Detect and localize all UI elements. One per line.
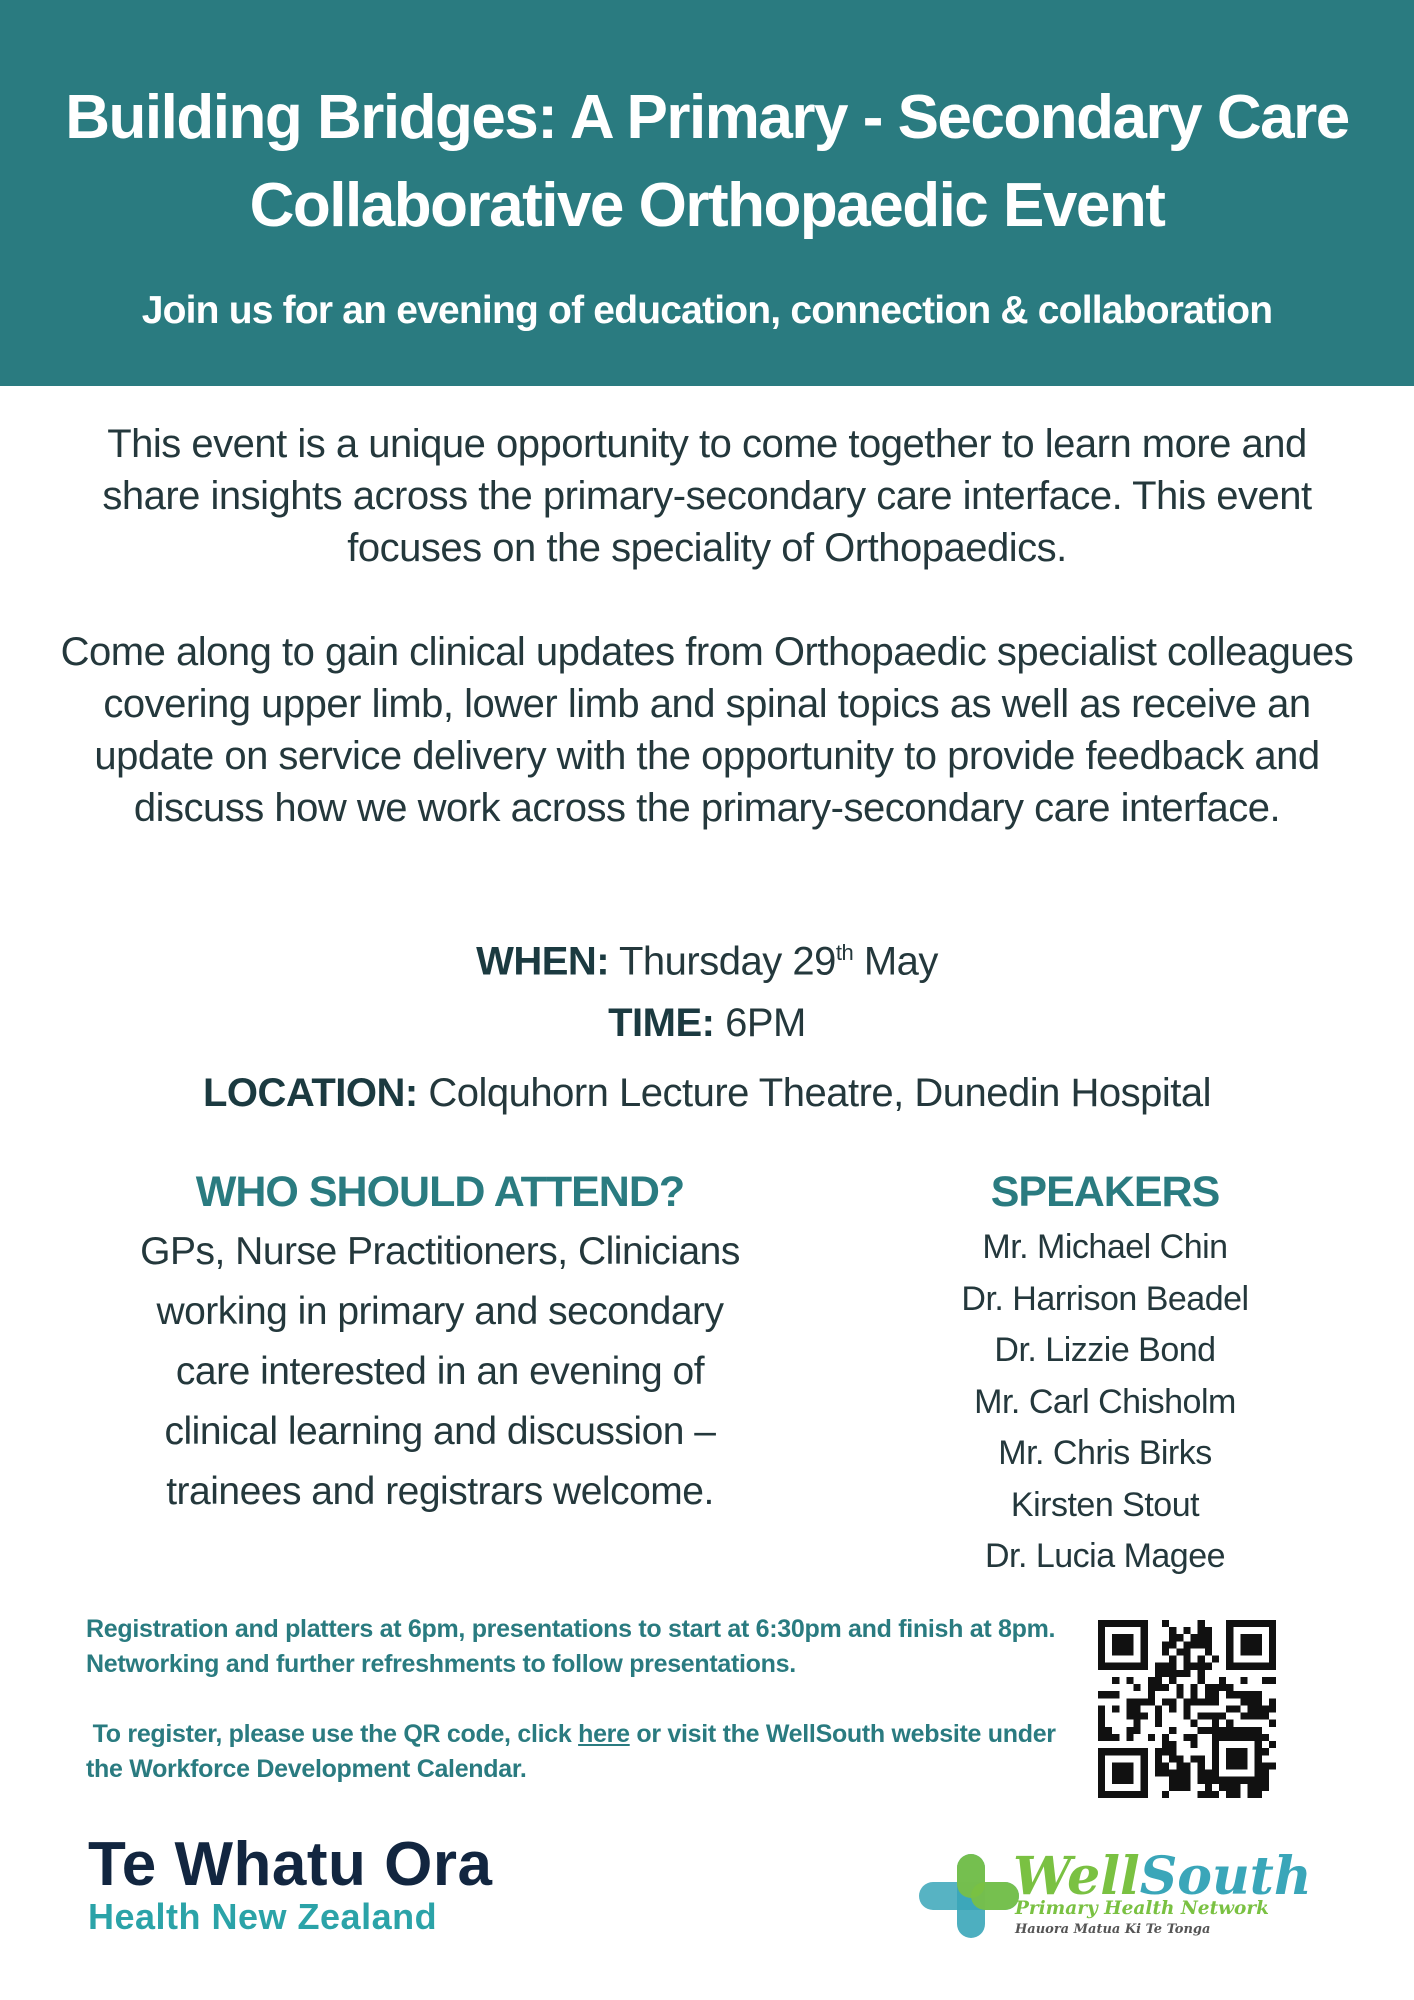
speaker-item: Dr. Harrison Beadel xyxy=(961,1279,1249,1318)
speaker-item: Dr. Lucia Magee xyxy=(984,1537,1226,1575)
qr-code-icon[interactable] xyxy=(1098,1620,1276,1798)
attend-body: GPs, Nurse Practitioners, Clinicians working in primary and secondary care interested in an evening of clinical learning and discussion – trainees and registrars welcome. xyxy=(140,1230,740,1513)
wellsouth-tagline: Primary Health Network xyxy=(1015,1898,1269,1919)
time-line xyxy=(0,995,1414,1065)
speaker-item: Kirsten Stout xyxy=(1010,1485,1200,1524)
wellsouth-well: Well xyxy=(1013,1846,1140,1907)
speakers-heading: SPEAKERS xyxy=(990,1168,1220,1216)
intro-paragraph-2: Come along to gain clinical updates from Orthopaedic specialist colleagues covering upper limb, lower limb and spinal topics as well as receive an update on service delivery with the opportunity to provide feedback and discuss how we work across the primary-secondary care interface. xyxy=(60,630,1354,830)
event-title xyxy=(0,74,1414,250)
registration-info xyxy=(86,1612,1076,1787)
event-title-line2: Collaborative Orthopaedic Event xyxy=(249,171,1165,240)
when-label: WHEN: xyxy=(476,939,610,984)
te-whatu-ora-logo: Te Whatu Ora xyxy=(88,1830,493,1899)
wellsouth-maori-tagline: Hauora Matua Ki Te Tonga xyxy=(1015,1922,1211,1937)
event-details xyxy=(0,925,1414,1135)
location-value: Colquhorn Lecture Theatre, Dunedin Hospital xyxy=(428,1071,1212,1115)
when-suffix: th xyxy=(835,940,854,965)
when-day: Thursday 29 xyxy=(619,939,836,984)
when-line xyxy=(0,925,1414,995)
when-month: May xyxy=(863,939,938,984)
attend-heading: WHO SHOULD ATTEND? xyxy=(195,1168,685,1216)
location-line xyxy=(0,1065,1414,1135)
schedule-text: Registration and platters at 6pm, presentations to start at 6:30pm and finish at 8pm. Networking and further refreshments to follow presentations. xyxy=(86,1615,1056,1678)
speakers-section xyxy=(905,1164,1305,1583)
speaker-item: Dr. Lizzie Bond xyxy=(994,1331,1216,1369)
speaker-item: Mr. Michael Chin xyxy=(982,1228,1228,1266)
speaker-list xyxy=(905,1222,1305,1583)
event-title-line1: Building Bridges: A Primary - Secondary Care xyxy=(65,83,1349,152)
time-label: TIME: xyxy=(608,1001,715,1045)
location-label: LOCATION: xyxy=(202,1071,418,1115)
intro-paragraph-1: This event is a unique opportunity to come together to learn more and share insights across the primary-secondary care interface. This event focuses on the speciality of Orthopaedics. xyxy=(102,422,1312,570)
speaker-item: Mr. Carl Chisholm xyxy=(974,1382,1236,1421)
time-value: 6PM xyxy=(725,1001,806,1045)
register-here-link[interactable]: here xyxy=(578,1720,630,1748)
header-banner xyxy=(0,0,1414,386)
speaker-item: Mr. Chris Birks xyxy=(998,1434,1212,1472)
who-should-attend-section xyxy=(120,1164,760,1522)
health-nz-logo-text: Health New Zealand xyxy=(88,1896,438,1937)
intro-text xyxy=(60,418,1354,834)
event-subtitle: Join us for an evening of education, connection & collaboration xyxy=(141,289,1273,332)
register-text xyxy=(86,1717,1076,1787)
wellsouth-south: South xyxy=(1139,1846,1312,1907)
register-post: or visit the WellSouth website under the Workforce Development Calendar. xyxy=(86,1720,1056,1783)
register-pre: To register, please use the QR code, click xyxy=(92,1720,572,1748)
